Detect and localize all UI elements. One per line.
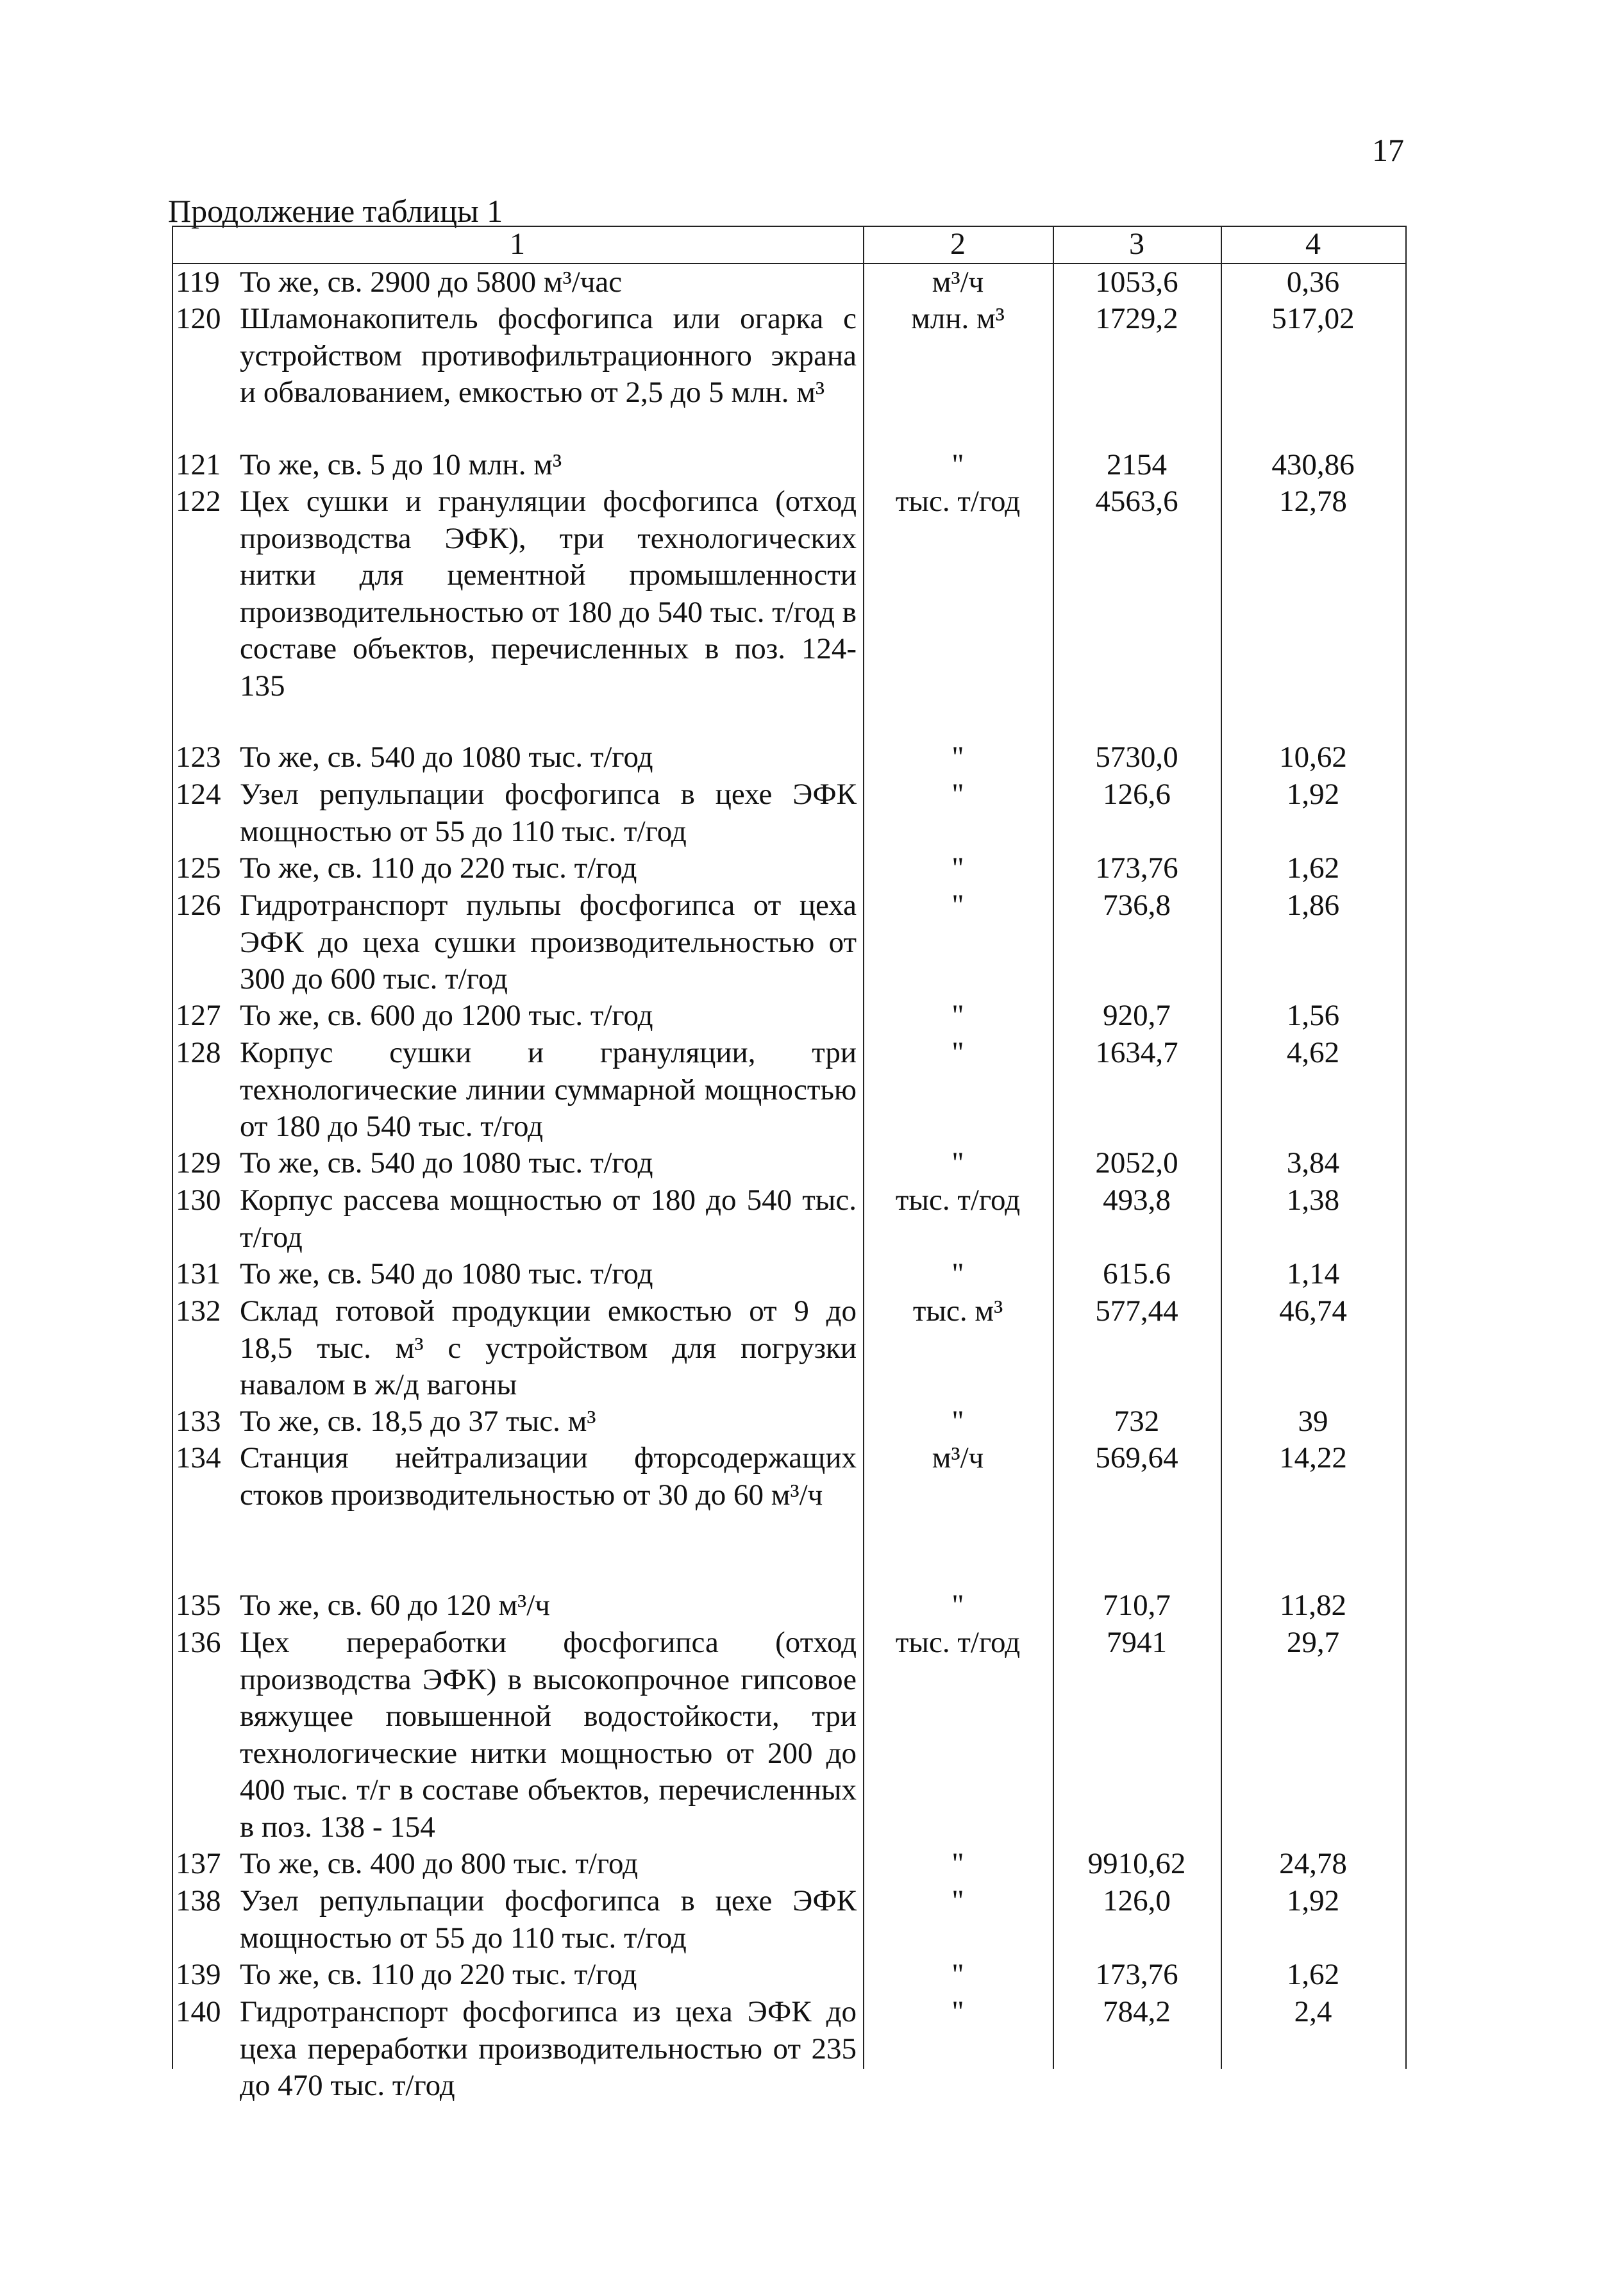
row-unit: " — [951, 778, 964, 811]
row-number: 129 — [176, 1146, 221, 1180]
row-unit: " — [951, 1847, 964, 1880]
row-description: То же, св. 540 до 1080 тыс. т/год — [240, 1257, 653, 1291]
row-coefficient: 1,62 — [1286, 851, 1340, 885]
row-value: 615.6 — [1103, 1257, 1171, 1291]
row-description: Гидротранспорт фосфогипса из цеха ЭФК до цеха переработки производительностью от 235 до 470 тыс. т/год — [240, 1995, 857, 2102]
row-number: 132 — [176, 1294, 221, 1328]
row-description: То же, св. 540 до 1080 тыс. т/год — [240, 740, 653, 774]
table-caption: Продолжение таблицы 1 — [168, 193, 503, 229]
row-value: 920,7 — [1103, 999, 1171, 1032]
row-number: 137 — [176, 1847, 221, 1880]
row-unit: м³/ч — [932, 265, 984, 299]
row-value: 173,76 — [1095, 851, 1178, 885]
row-description: То же, св. 5 до 10 млн. м³ — [240, 448, 562, 481]
row-coefficient: 12,78 — [1279, 485, 1347, 518]
row-number: 131 — [176, 1257, 221, 1291]
row-coefficient: 1,14 — [1286, 1257, 1340, 1291]
row-number: 122 — [176, 485, 221, 518]
row-value: 9910,62 — [1087, 1847, 1186, 1880]
header-col-2: 2 — [950, 227, 966, 261]
row-value: 732 — [1114, 1405, 1160, 1438]
row-value: 5730,0 — [1095, 740, 1178, 774]
row-value: 569,64 — [1095, 1441, 1178, 1474]
row-number: 125 — [176, 851, 221, 885]
row-value: 784,2 — [1103, 1995, 1171, 2028]
row-value: 577,44 — [1095, 1294, 1178, 1328]
row-description: То же, св. 110 до 220 тыс. т/год — [240, 1958, 637, 1991]
row-description: То же, св. 600 до 1200 тыс. т/год — [240, 999, 653, 1032]
table-right-border — [1405, 226, 1407, 2069]
row-coefficient: 1,92 — [1286, 1884, 1340, 1917]
row-value: 493,8 — [1103, 1183, 1171, 1217]
row-description: Узел репульпации фосфогипса в цехе ЭФК мощностью от 55 до 110 тыс. т/год — [240, 778, 857, 848]
header-col-4: 4 — [1305, 227, 1321, 261]
row-description: То же, св. 60 до 120 м³/ч — [240, 1589, 550, 1622]
row-description: То же, св. 540 до 1080 тыс. т/год — [240, 1146, 653, 1180]
row-value: 2052,0 — [1095, 1146, 1178, 1180]
row-value: 710,7 — [1103, 1589, 1171, 1622]
row-number: 140 — [176, 1995, 221, 2028]
row-number: 121 — [176, 448, 221, 481]
row-unit: млн. м³ — [911, 302, 1005, 335]
row-description: То же, св. 18,5 до 37 тыс. м³ — [240, 1405, 596, 1438]
row-unit: " — [951, 1405, 964, 1438]
row-coefficient: 24,78 — [1279, 1847, 1347, 1880]
row-unit: " — [951, 999, 964, 1032]
row-value: 1053,6 — [1095, 265, 1178, 299]
row-number: 126 — [176, 889, 221, 922]
row-number: 135 — [176, 1589, 221, 1622]
row-unit: тыс. м³ — [912, 1294, 1003, 1328]
row-number: 123 — [176, 740, 221, 774]
row-number: 134 — [176, 1441, 221, 1474]
row-description: Цех сушки и грануляции фосфогипса (отход производства ЭФК), три технологических нитки для цементной промышленности производительностью от 180 до 540 тыс. т/год в составе объектов, перечисленных в поз. 124-135 — [240, 485, 857, 703]
row-unit: " — [951, 740, 964, 774]
row-coefficient: 0,36 — [1286, 265, 1340, 299]
row-unit: " — [951, 1257, 964, 1291]
row-number: 130 — [176, 1183, 221, 1217]
row-description: Гидротранспорт пульпы фосфогипса от цеха ЭФК до цеха сушки производительностью от 300 до 600 тыс. т/год — [240, 889, 857, 996]
header-col-3: 3 — [1129, 227, 1144, 261]
row-description: Шламонакопитель фосфогипса или огарка с устройством противофильтрационного экрана и обвалованием, емкостью от 2,5 до 5 млн. м³ — [240, 302, 857, 409]
row-description: Узел репульпации фосфогипса в цехе ЭФК мощностью от 55 до 110 тыс. т/год — [240, 1884, 857, 1955]
row-number: 124 — [176, 778, 221, 811]
row-value: 736,8 — [1103, 889, 1171, 922]
row-description: Цех переработки фосфогипса (отход производства ЭФК) в высокопрочное гипсовое вяжущее повышенной водостойкости, три технологические нитки мощностью от 200 до 400 тыс. т/г в составе объектов, перечисленных в поз. 138 - 154 — [240, 1626, 857, 1844]
row-unit: " — [951, 889, 964, 922]
row-number: 127 — [176, 999, 221, 1032]
row-coefficient: 46,74 — [1279, 1294, 1347, 1328]
row-number: 119 — [176, 265, 220, 299]
row-value: 1729,2 — [1095, 302, 1178, 335]
row-unit: " — [951, 1958, 964, 1991]
row-number: 133 — [176, 1405, 221, 1438]
row-coefficient: 14,22 — [1279, 1441, 1347, 1474]
table-left-border — [172, 226, 173, 2069]
row-number: 120 — [176, 302, 221, 335]
row-unit: " — [951, 1036, 964, 1069]
row-coefficient: 29,7 — [1286, 1626, 1340, 1659]
row-coefficient: 39 — [1298, 1405, 1328, 1438]
header-col-1: 1 — [510, 227, 525, 261]
row-value: 7941 — [1107, 1626, 1167, 1659]
row-description: То же, св. 400 до 800 тыс. т/год — [240, 1847, 639, 1880]
row-coefficient: 2,4 — [1294, 1995, 1332, 2028]
row-coefficient: 1,92 — [1286, 778, 1340, 811]
row-value: 1634,7 — [1095, 1036, 1178, 1069]
row-value: 126,6 — [1103, 778, 1171, 811]
row-number: 136 — [176, 1626, 221, 1659]
row-value: 2154 — [1107, 448, 1167, 481]
page-number: 17 — [1372, 132, 1404, 168]
row-description: То же, св. 2900 до 5800 м³/час — [240, 265, 623, 299]
row-coefficient: 1,86 — [1286, 889, 1340, 922]
row-description: То же, св. 110 до 220 тыс. т/год — [240, 851, 637, 885]
row-coefficient: 10,62 — [1279, 740, 1347, 774]
row-description: Станция нейтрализации фторсодержащих стоков производительностью от 30 до 60 м³/ч — [240, 1441, 857, 1512]
row-unit: тыс. т/год — [895, 485, 1021, 518]
row-value: 173,76 — [1095, 1958, 1178, 1991]
row-unit: тыс. т/год — [895, 1183, 1021, 1217]
row-value: 4563,6 — [1095, 485, 1178, 518]
row-unit: " — [951, 851, 964, 885]
row-coefficient: 1,38 — [1286, 1183, 1340, 1217]
row-coefficient: 4,62 — [1286, 1036, 1340, 1069]
row-coefficient: 11,82 — [1279, 1589, 1346, 1622]
data-table — [172, 226, 1407, 2102]
row-number: 138 — [176, 1884, 221, 1917]
row-unit: " — [951, 1884, 964, 1917]
row-coefficient: 517,02 — [1271, 302, 1355, 335]
row-unit: тыс. т/год — [895, 1626, 1021, 1659]
row-unit: " — [951, 1995, 964, 2028]
row-value: 126,0 — [1103, 1884, 1171, 1917]
row-number: 128 — [176, 1036, 221, 1069]
row-coefficient: 430,86 — [1271, 448, 1355, 481]
row-unit: " — [951, 1146, 964, 1180]
row-description: Склад готовой продукции емкостью от 9 до 18,5 тыс. м³ с устройством для погрузки навалом в ж/д вагоны — [240, 1294, 857, 1401]
row-unit: м³/ч — [932, 1441, 984, 1474]
row-unit: " — [951, 1589, 964, 1622]
row-coefficient: 3,84 — [1286, 1146, 1340, 1180]
row-unit: " — [951, 448, 964, 481]
row-coefficient: 1,62 — [1286, 1958, 1340, 1991]
row-description: Корпус рассева мощностью от 180 до 540 тыс. т/год — [240, 1183, 857, 1254]
row-description: Корпус сушки и грануляции, три технологические линии суммарной мощностью от 180 до 540 тыс. т/год — [240, 1036, 857, 1143]
row-number: 139 — [176, 1958, 221, 1991]
row-coefficient: 1,56 — [1286, 999, 1340, 1032]
